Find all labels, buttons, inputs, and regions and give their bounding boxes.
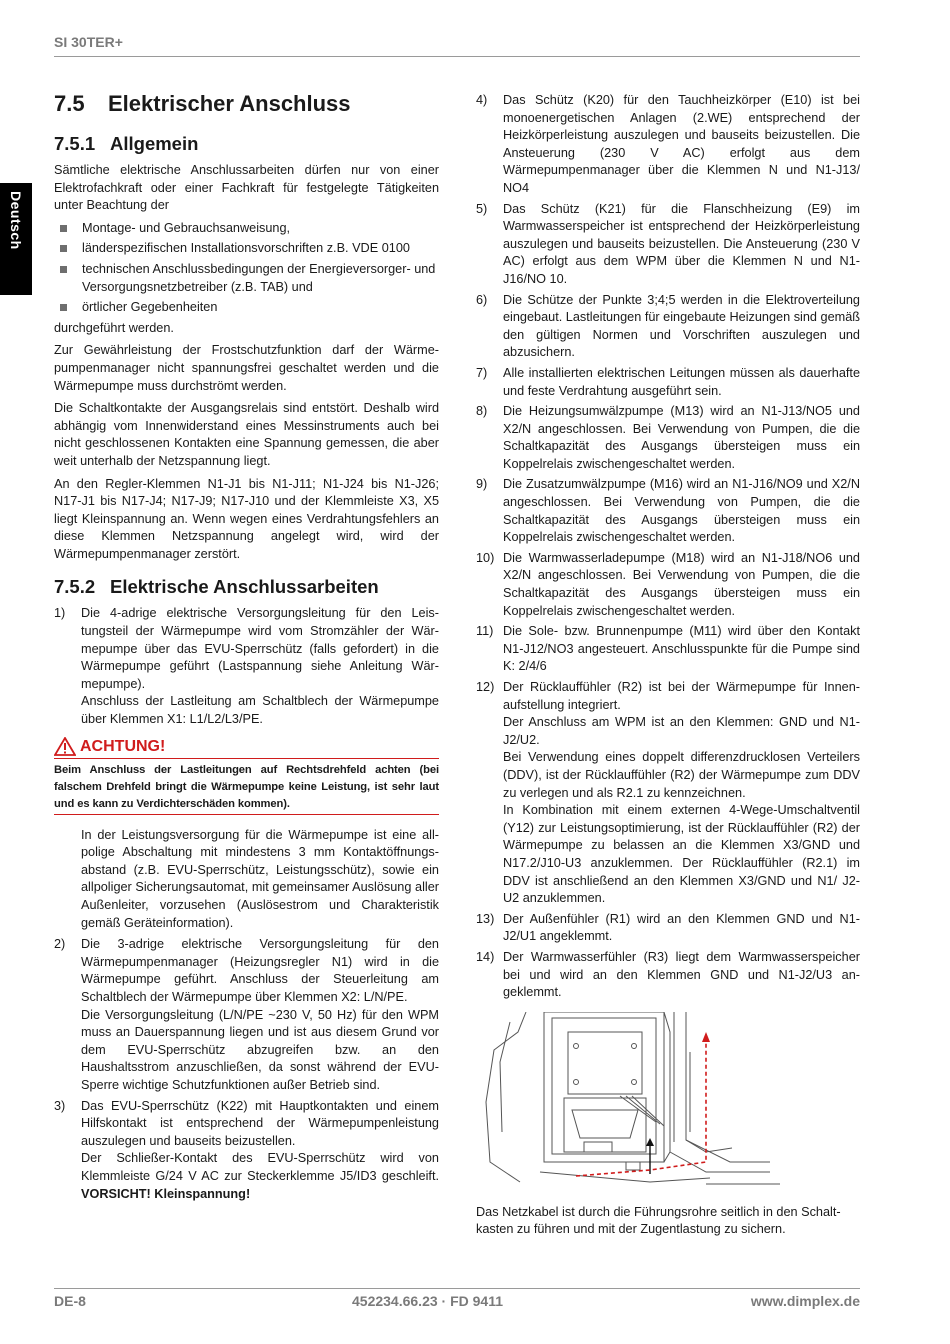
step-text: Bei Verwendung eines doppelt differenzdrucklosen Verteilers (DDV), ist der Rücklauffühler (R2) der Wärmepumpe zum DDV zu verlegen und als R2.1 zu kennzeichnen.	[503, 750, 860, 800]
step-item	[476, 92, 860, 198]
step-text: Die Schütze der Punkte 3;4;5 werden in die Elektroverteilung eingebaut. Lastleitungen für eingebaute Heizungen sind gemäß den gültigen Normen und Vorschriften auszulegen und abzusichern.	[503, 292, 860, 360]
step-number: 4)	[476, 93, 488, 107]
warning-box	[54, 737, 439, 815]
step-item	[476, 550, 860, 620]
step-text: Die 4-adrige elektrische Versorgungsleitung für den Leistungsteil der Wärmepumpe wird vom Stromzähler der Wärmepumpe über das EVU-Sperrschütz (falls gefordert) in die Wärmepumpe geführt (Lastspannung siehe Anleitung Wärmepumpe).	[81, 606, 439, 691]
subsection-number: 7.5.1	[54, 133, 96, 154]
step-text: Alle installierten elektrischen Leitungen müssen als dauerhafte und feste Verdrahtung ausgeführt sein.	[503, 365, 860, 398]
step-item	[476, 403, 860, 473]
subsection-title: Elektrische Anschlussarbeiten	[110, 576, 379, 598]
left-column	[54, 90, 439, 1206]
step-text: Der Außenfühler (R1) wird an den Klemmen GND und N1-J2/U1 angeklemmt.	[503, 911, 860, 944]
step-text: Der Warmwasserfühler (R3) liegt dem Warmwasserspeicher bei und wird an den Klemmen GND und N1-J2/U3 angeklemmt.	[503, 949, 860, 1000]
subsection-number: 7.5.2	[54, 576, 96, 598]
step-number: 2)	[54, 937, 66, 952]
paragraph: In der Leistungsversorgung für die Wärmepumpe ist eine allpolige Abschaltung mit mindestens 3 mm Kontaktöffnungsabstand (z.B. EVU-Sperrschütz, Leistungsschütz), sowie ein allpoliger Sicherungsautomat, mit gemeinsamer Auslösung aller Außenleiter, vorzusehen (Auslösestrom und Charakteristik gemäß Geräteinformation).	[81, 827, 439, 930]
bullet-item: technischen Anschlussbedingungen der Energieversorger- und Versorgungsnetzbetreiber (z.B. TAB) und	[54, 261, 439, 296]
installation-figure	[480, 1012, 864, 1190]
step-list	[54, 605, 439, 728]
bullet-item: länderspezifischen Installationsvorschriften z.B. VDE 0100	[54, 240, 439, 258]
warning-rule	[54, 814, 439, 815]
step-text: Die Zusatzumwälzpumpe (M16) wird an N1-J16/NO9 und X2/N angeschlossen. Bei Verwendung von Pumpen, die die Schaltkapazität des Ausgangs übersteigen muss ein Koppelrelais zwischengeschaltet werden.	[503, 477, 860, 545]
step-number: 7)	[476, 365, 488, 380]
footer-page-number: DE-8	[54, 1293, 86, 1309]
figure-caption: Das Netzkabel ist durch die Führungsrohre seitlich in den Schaltkasten zu führen und mit der Zugentlastung zu sichern.	[476, 1204, 841, 1237]
step-item	[476, 365, 860, 400]
subsection-heading-allgemein	[54, 132, 439, 156]
section-number: 7.5	[54, 91, 85, 116]
subsection-heading-anschlussarbeiten	[54, 575, 439, 599]
step-item	[476, 201, 860, 289]
section-heading	[54, 90, 439, 118]
right-column	[476, 92, 860, 1244]
subsection-title: Allgemein	[110, 133, 199, 154]
step-number: 14)	[476, 949, 495, 964]
step-number: 6)	[476, 292, 488, 307]
caution-text: VORSICHT! Kleinspannung!	[81, 1186, 251, 1201]
paragraph: durchgeführt werden.	[54, 320, 174, 335]
step-text: Die 3-adrige elektrische Versorgungsleitung für den Wärmepumpenmanager (Heizungsregler N1) wird in die Wärmepumpe geführt. Anschluss der Steuerleitung am Schaltblech der Wärmepumpe über Klemmen X2: L/N/PE.	[81, 937, 439, 1004]
step-text: Die Heizungsumwälzpumpe (M13) wird an N1-J13/NO5 und X2/N angeschlossen. Bei Verwendung von Pumpen, die die Schaltkapazität des Ausgangs übersteigen muss ein Koppelrelais zwischengeschaltet werden.	[503, 404, 860, 471]
bullet-item: örtlicher Gegebenheiten	[54, 299, 439, 317]
bullet-item: Montage- und Gebrauchsanweisung,	[54, 220, 439, 238]
paragraph: Die Schaltkontakte der Ausgangsrelais sind entstört. Deshalb wird abhängig vom Innenwiderstand eines Messinstruments auch bei nicht geschlossenen Kontakten eine Spannung gemessen, die aber weit unterhalb der Netzspannung liegt.	[54, 401, 439, 468]
step-text: In Kombination mit einem externen 4-Wege-Umschaltventil (Y12) zur Leistungsoptimierung, ist der Rücklauffühler (R2) der Wärmepumpe zu belassen an die Klemmen X3/GND und N17.2/J10-U3 anzuklemmen. Der Rücklauffühler (R2.1) im DDV ist anschließend an den Klemmen X3/GND und N1/ J2-U2 anzuklemmen.	[503, 803, 860, 906]
step-text: Die Versorgungsleitung (L/N/PE ~230 V, 50 Hz) für den WPM muss an Dauerspannung liegen und ist aus diesem Grund vor dem EVU-Sperrschütz abzugreifen bzw. an den Haushaltsstrom anzuschließen, da sonst während der EVU-Sperre wichtige Schutzfunktionen außer Betrieb sind.	[81, 1007, 439, 1092]
step-text	[81, 1150, 439, 1203]
step-number: 3)	[54, 1098, 66, 1113]
step-item	[476, 623, 860, 676]
footer-document-number: 452234.66.23 · FD 9411	[352, 1293, 504, 1309]
step-number: 12)	[476, 680, 495, 694]
footer-rule	[54, 1288, 860, 1289]
warning-triangle-icon	[54, 737, 76, 756]
language-tab-label: Deutsch	[8, 191, 24, 250]
step-text: Anschluss der Lastleitung am Schaltblech der Wärmepumpe über Klemmen X1: L1/L2/L3/PE.	[81, 694, 439, 727]
step-item	[476, 949, 860, 1002]
warning-rule	[54, 758, 439, 759]
step-list	[476, 92, 860, 1002]
heat-pump-cabinet-drawing	[480, 1012, 864, 1190]
step-number: 9)	[476, 477, 488, 492]
step-item	[476, 911, 860, 946]
step-number: 1)	[54, 606, 66, 621]
step-item	[54, 936, 439, 1094]
bullet-list	[54, 220, 439, 317]
step-number: 13)	[476, 911, 495, 926]
step-text: Der Anschluss am WPM ist an den Klemmen: GND und N1-J2/U2.	[503, 715, 860, 747]
language-tab	[0, 183, 32, 295]
footer-website: www.dimplex.de	[750, 1293, 860, 1309]
warning-title-text: ACHTUNG!	[80, 737, 166, 755]
step-number: 8)	[476, 404, 488, 419]
step-text: Das Schütz (K20) für den Tauchheizkörper (E10) ist bei monoenergetischen Anlagen (2.WE) entsprechend der Heizkörperleistung auszulegen und bauseits beizustellen. Die Ansteuerung (230 V AC) erfolgt aus dem Wärmepumpenmanager über die Klemmen N und N1-J13/ NO4	[503, 93, 860, 195]
step-item	[54, 605, 439, 728]
step-item	[476, 476, 860, 546]
step-number: 11)	[476, 624, 494, 639]
step-text: Die Sole- bzw. Brunnenpumpe (M11) wird über den Kontakt N1-J12/NO3 angesteuert. Anschlusspunkte für die Pumpe sind K: 2/4/6	[503, 624, 860, 674]
step-number: 5)	[476, 201, 488, 216]
step-item	[54, 1098, 439, 1204]
step-text: Der Rücklauffühler (R2) ist bei der Wärmepumpe für Innenaufstellung integriert.	[503, 680, 860, 712]
step-item	[476, 679, 860, 908]
paragraph: Zur Gewährleistung der Frostschutzfunktion darf der Wärmepumpenmanager nicht spannungsfrei geschaltet werden und die Wärmepumpe muss durchströmt werden.	[54, 343, 439, 393]
step-text: Die Warmwasserladepumpe (M18) wird an N1-J18/NO6 und X2/N angeschlossen. Bei Verwendung von Pumpen, die die Schaltkapazität des Ausgangs übersteigen muss ein Koppelrelais zwischengeschaltet werden.	[503, 550, 860, 618]
warning-text: Beim Anschluss der Lastleitungen auf Rechtsdrehfeld achten (bei falschem Drehfeld bringt die Wärmepumpe keine Leistung, ist sehr laut und es kann zu Verdichterschäden kommen).	[54, 763, 439, 810]
paragraph: An den Regler-Klemmen N1-J1 bis N1-J11; N1-J24 bis N1-J26; N17-J1 bis N17-J4; N17-J9; N17-J10 und der Klemmleiste X3, X5 liegt Kleinspannung an. Wenn wegen eines Verdrahtungsfehlers an diese Klemmen Netzspannung angelegt wird, wird der Wärmepumpenmanager zerstört.	[54, 476, 439, 561]
header-model: SI 30TER+	[54, 34, 123, 50]
section-title: Elektrischer Anschluss	[108, 91, 351, 116]
header-rule	[54, 56, 860, 57]
step-number: 10)	[476, 550, 495, 565]
step-text: Das EVU-Sperrschütz (K22) mit Hauptkontakten und einem Hilfskontakt ist entsprechend der Wärmepumpenleistung auszulegen und bauseits beizustellen.	[81, 1098, 439, 1148]
step-text-part: Der Schließer-Kontakt des EVU-Sperrschütz wird von Klemmleiste G/24 V AC zur Steckerklemme J5/ID3 geschleift.	[81, 1151, 439, 1183]
step-list	[54, 936, 439, 1203]
step-item	[476, 292, 860, 362]
step-text: Das Schütz (K21) für die Flanschheizung (E9) im Warmwasserspeicher ist entsprechend der Heizkörperleistung auszulegen und bauseits beizustellen. Die Ansteuerung (230 V AC) erfolgt aus dem WPM über die Klemmen N und N1-J16/NO 10.	[503, 201, 860, 286]
paragraph: Sämtliche elektrische Anschlussarbeiten dürfen nur von einer Elektrofachkraft oder einer Fachkraft für festgelegte Tätigkeiten unter Beachtung der	[54, 163, 439, 213]
warning-title	[54, 737, 439, 757]
